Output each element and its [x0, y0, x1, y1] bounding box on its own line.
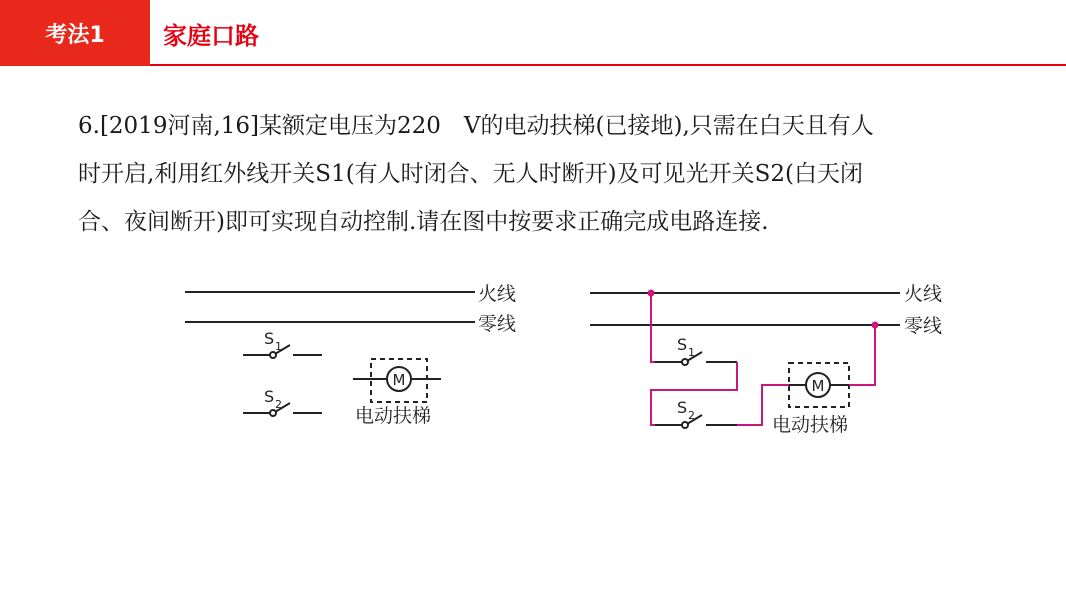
left-switch-s1 — [243, 345, 322, 358]
junction-live — [648, 290, 655, 297]
right-s2-label: S — [677, 398, 688, 417]
right-live-label: 火线 — [904, 283, 943, 305]
left-s2-label: S — [264, 387, 275, 406]
answer-wire-live-to-s1 — [651, 293, 655, 362]
answer-wire-motor-to-neutral — [849, 325, 875, 385]
right-s1-label: S — [677, 335, 688, 354]
question-line-1: 6.[2019河南,16]某额定电压为220 V的电动扶梯(已接地),只需在白天且有人 — [78, 113, 874, 139]
left-live-label: 火线 — [478, 283, 517, 305]
question-circuit — [185, 292, 475, 416]
junction-neutral — [872, 322, 879, 329]
right-s2-sub: 2 — [688, 409, 695, 422]
left-neutral-label: 零线 — [478, 313, 517, 335]
left-motor-symbol: M — [392, 371, 406, 389]
page-title: 家庭口路 — [163, 21, 259, 50]
right-neutral-label: 零线 — [904, 315, 943, 337]
left-s1-sub: 1 — [275, 340, 282, 353]
question-line-2: 时开启,利用红外线开关S1(有人时闭合、无人时断开)及可见光开关S2(白天闭 — [78, 161, 864, 187]
question-line-3: 合、夜间断开)即可实现自动控制.请在图中按要求正确完成电路连接. — [78, 209, 769, 235]
left-s2-sub: 2 — [275, 398, 282, 411]
left-s1-label: S — [264, 329, 275, 348]
answer-circuit — [590, 293, 900, 428]
right-s1-sub: 1 — [688, 346, 695, 359]
left-switch-s2 — [243, 403, 322, 416]
right-device-label: 电动扶梯 — [772, 414, 849, 436]
right-motor-symbol: M — [811, 377, 825, 395]
answer-circuit-labels — [677, 283, 942, 436]
method-tag: 考法1 — [0, 0, 150, 66]
left-device-label: 电动扶梯 — [355, 405, 432, 427]
